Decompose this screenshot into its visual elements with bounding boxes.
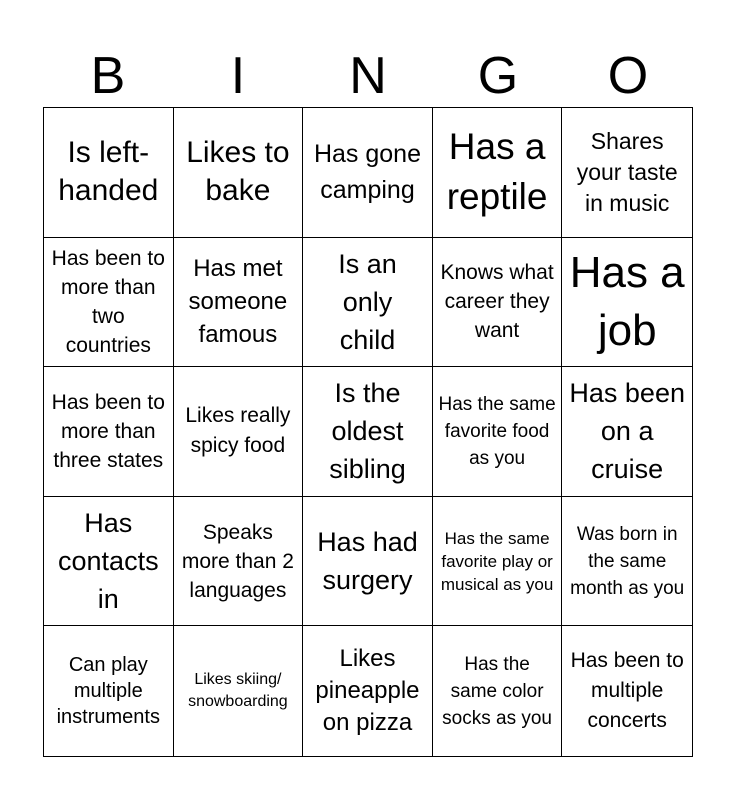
cell-text: Has the same favorite play or musical as you (440, 528, 554, 594)
bingo-cell[interactable] (433, 108, 563, 238)
cell-text: Can play multiple instruments (56, 654, 160, 729)
bingo-cell[interactable] (303, 238, 433, 368)
bingo-cell[interactable] (303, 497, 433, 627)
bingo-cell[interactable] (433, 367, 563, 497)
bingo-cell[interactable] (433, 497, 563, 627)
cell-text: Has a job (569, 247, 685, 355)
cell-text: Has been to multiple concerts (570, 649, 684, 733)
bingo-cell[interactable] (433, 238, 563, 368)
bingo-cell[interactable] (562, 238, 692, 368)
bingo-cell[interactable] (174, 626, 304, 756)
bingo-cell[interactable] (562, 497, 692, 627)
header-letter-b: B (90, 47, 126, 105)
bingo-cell[interactable] (562, 367, 692, 497)
bingo-cell[interactable] (44, 497, 174, 627)
header-letter-o: O (607, 47, 649, 105)
cell-text: Has contacts in (58, 508, 159, 615)
cell-text: Has gone camping (313, 140, 421, 205)
bingo-cell[interactable] (433, 626, 563, 756)
bingo-cell[interactable] (303, 367, 433, 497)
cell-text: Likes to bake (186, 136, 290, 208)
cell-text: Knows what career they want (440, 261, 554, 343)
cell-text: Is left-handed (58, 136, 159, 208)
bingo-cell[interactable] (303, 108, 433, 238)
cell-text: Has the same color socks as you (442, 653, 552, 729)
bingo-cell[interactable] (44, 238, 174, 368)
bingo-cell[interactable] (174, 367, 304, 497)
cell-text: Likes pineapple on pizza (315, 645, 420, 737)
cell-text: Has met someone famous (188, 255, 288, 349)
bingo-cell[interactable] (174, 238, 304, 368)
cell-text: Has been to more than two countries (51, 246, 165, 357)
cell-text: Has the same favorite food as you (438, 393, 556, 469)
bingo-header (43, 46, 693, 106)
bingo-cell[interactable] (44, 367, 174, 497)
cell-text: Was born in the same month as you (570, 523, 685, 599)
bingo-cell[interactable] (44, 108, 174, 238)
cell-text: Likes really spicy food (185, 404, 291, 458)
cell-text: Has had surgery (317, 527, 418, 596)
bingo-cell[interactable] (174, 108, 304, 238)
cell-text: Has a reptile (446, 126, 548, 218)
bingo-cell[interactable] (562, 108, 692, 238)
bingo-cell[interactable] (44, 626, 174, 756)
cell-text: Is an only child (338, 248, 397, 355)
header-letter-n: N (349, 47, 387, 105)
bingo-cell[interactable] (562, 626, 692, 756)
bingo-grid (43, 107, 693, 757)
cell-text: Has been on a cruise (569, 378, 685, 485)
cell-text: Speaks more than 2 languages (181, 520, 294, 602)
header-letter-g: G (477, 47, 519, 105)
bingo-cell[interactable] (174, 497, 304, 627)
bingo-cell[interactable] (303, 626, 433, 756)
cell-text: Is the oldest sibling (329, 378, 406, 485)
cell-text: Shares your taste in music (576, 127, 678, 216)
cell-text: Has been to more than three states (51, 390, 165, 472)
header-letter-i: I (230, 47, 246, 105)
cell-text: Likes skiing/ snowboarding (188, 671, 288, 711)
